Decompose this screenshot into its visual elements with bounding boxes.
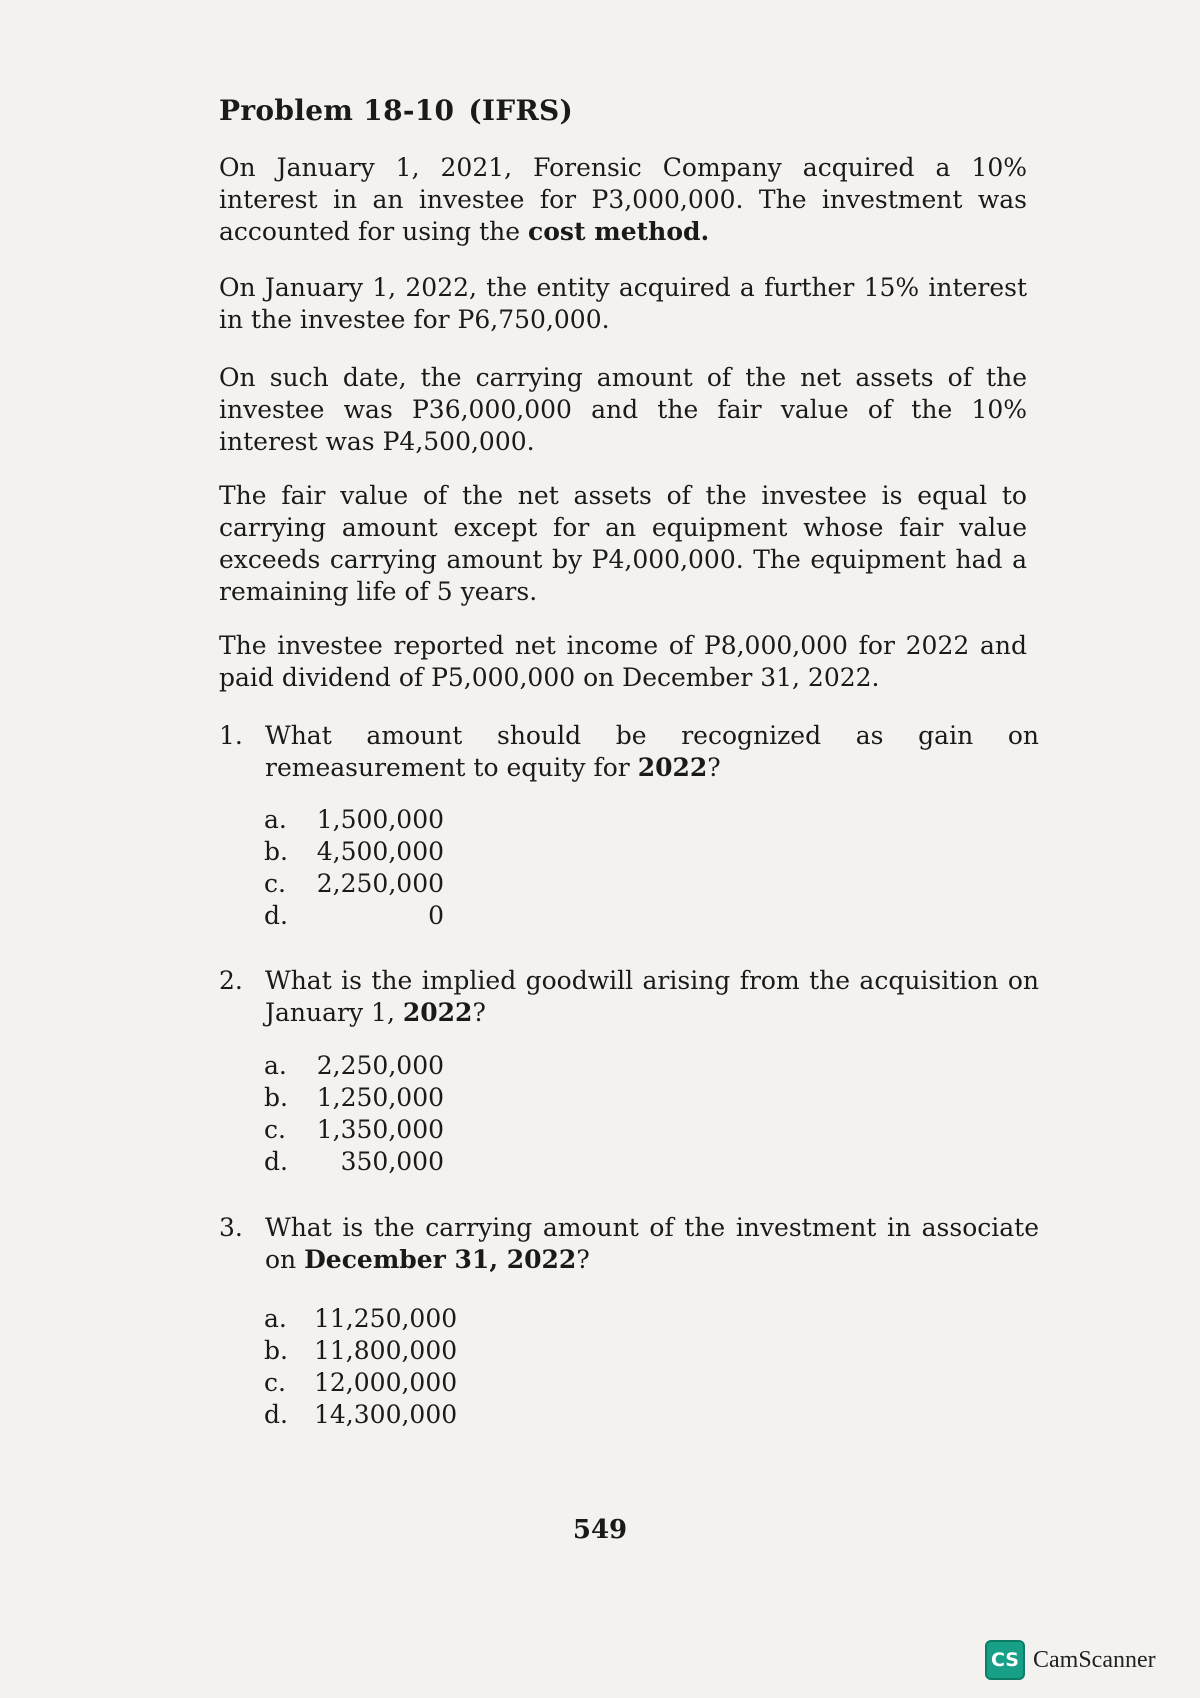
option-value: 1,250,000 (316, 1083, 444, 1112)
question-2-number: 2. (219, 966, 243, 995)
question-1 (219, 720, 1039, 784)
problem-title-text: Problem 18-10 (219, 94, 455, 127)
option-letter: a. (264, 805, 287, 834)
paragraph-2: On January 1, 2022, the entity acquired a further 15% interest in the investee for P6,750,000. (219, 273, 1027, 334)
option-item (264, 804, 444, 836)
option-item (264, 836, 444, 868)
option-value: 11,800,000 (314, 1336, 458, 1365)
option-letter: a. (264, 1051, 287, 1080)
question-3-options (264, 1303, 458, 1431)
paragraph-4: The fair value of the net assets of the investee is equal to carrying amount except for an equipment whose fair value exceeds carrying amount by P4,000,000. The equipment had a remaining life of 5 years. (219, 481, 1027, 606)
option-value: 14,300,000 (314, 1400, 458, 1429)
option-item (264, 868, 444, 900)
question-1-options (264, 804, 444, 932)
option-value: 1,350,000 (316, 1115, 444, 1144)
option-item (264, 1082, 444, 1114)
option-value: 1,500,000 (316, 805, 444, 834)
problem-title (219, 94, 573, 127)
question-1-text-a: What amount should be recognized as gain on remeasurement to equity for (265, 721, 1039, 782)
page-number: 549 (572, 1515, 628, 1545)
question-2 (219, 965, 1039, 1029)
option-item (264, 1303, 458, 1335)
question-3 (219, 1212, 1039, 1276)
option-item (264, 1114, 444, 1146)
option-item (264, 1146, 444, 1178)
question-3-text (265, 1212, 1039, 1276)
camscanner-brand: CamScanner (1033, 1646, 1156, 1673)
camscanner-icon: CS (985, 1640, 1025, 1680)
question-2-options (264, 1050, 444, 1178)
paragraph-5: The investee reported net income of P8,000,000 for 2022 and paid dividend of P5,000,000 on December 31, 2022. (219, 631, 1027, 692)
question-2-text-c: ? (472, 998, 486, 1027)
paragraph-1-emphasis: cost method. (528, 217, 710, 246)
question-1-text (265, 720, 1039, 784)
option-value: 350,000 (340, 1147, 444, 1176)
question-3-text-b: December 31, 2022 (304, 1245, 577, 1274)
option-item (264, 1050, 444, 1082)
paragraph-1-text: On January 1, 2021, Forensic Company acquired a 10% interest in an investee for P3,000,000. The investment was accounted for using the (219, 153, 1027, 246)
question-2-text-a: What is the implied goodwill arising from the acquisition on January 1, (265, 966, 1039, 1027)
option-item (264, 900, 444, 932)
option-letter: a. (264, 1304, 287, 1333)
option-letter: c. (264, 1368, 286, 1397)
option-value: 2,250,000 (316, 869, 444, 898)
option-value: 2,250,000 (316, 1051, 444, 1080)
question-2-text-b: 2022 (402, 998, 473, 1027)
question-3-text-a: What is the carrying amount of the investment in associate on (265, 1213, 1039, 1274)
option-value: 0 (428, 901, 444, 930)
paragraph-1 (219, 152, 1027, 248)
option-letter: d. (264, 1147, 288, 1176)
question-1-number: 1. (219, 721, 243, 750)
option-item (264, 1367, 458, 1399)
question-3-text-c: ? (576, 1245, 590, 1274)
question-1-text-c: ? (707, 753, 721, 782)
paragraph-3: On such date, the carrying amount of the net assets of the investee was P36,000,000 and the fair value of the 10% interest was P4,500,000. (219, 363, 1027, 456)
question-2-text (265, 965, 1039, 1029)
option-letter: c. (264, 869, 286, 898)
option-letter: b. (264, 837, 288, 866)
option-letter: d. (264, 1400, 288, 1429)
question-1-text-b: 2022 (637, 753, 708, 782)
option-letter: d. (264, 901, 288, 930)
option-letter: b. (264, 1336, 288, 1365)
question-3-number: 3. (219, 1213, 243, 1242)
option-value: 12,000,000 (314, 1368, 458, 1397)
option-value: 4,500,000 (316, 837, 444, 866)
option-value: 11,250,000 (314, 1304, 458, 1333)
option-item (264, 1335, 458, 1367)
camscanner-watermark (985, 1640, 1156, 1680)
problem-standard: (IFRS) (468, 94, 574, 127)
option-letter: c. (264, 1115, 286, 1144)
option-item (264, 1399, 458, 1431)
option-letter: b. (264, 1083, 288, 1112)
